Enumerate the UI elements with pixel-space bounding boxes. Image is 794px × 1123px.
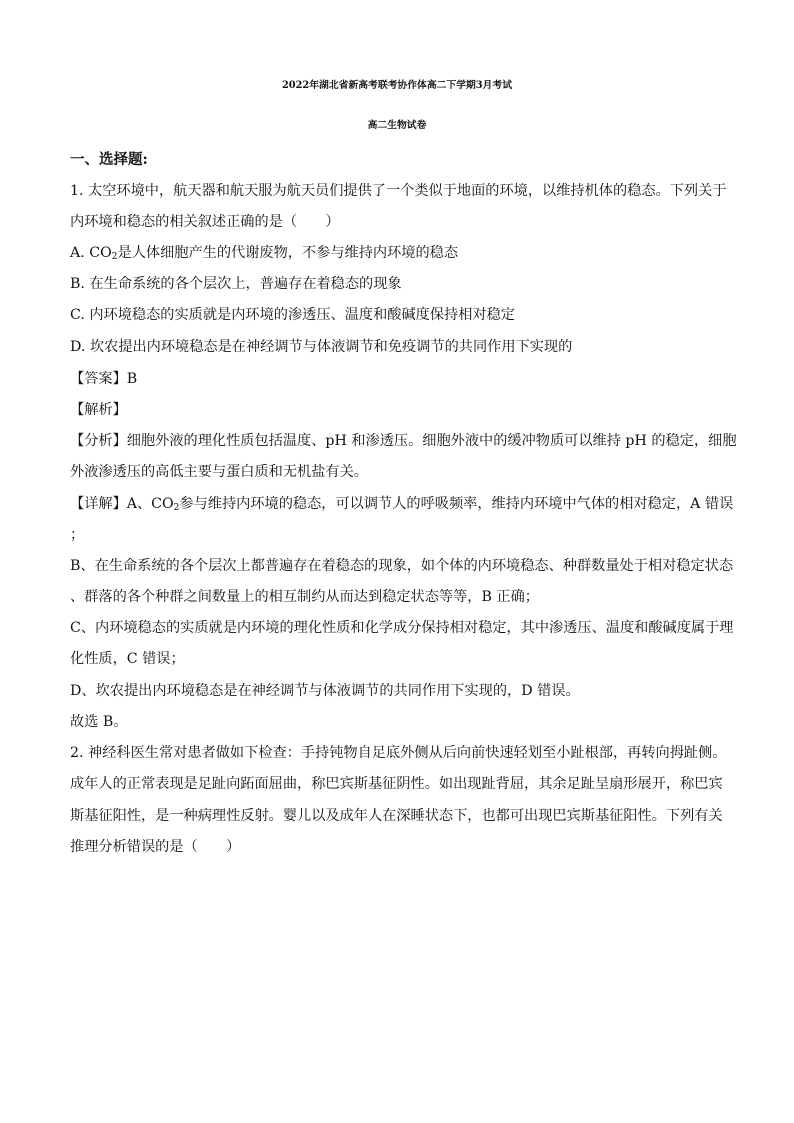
q1-fenxi-line1: 【分析】细胞外液的理化性质包括温度、pH 和渗透压。细胞外液中的缓冲物质可以维持 pH 的稳定，细胞 (70, 433, 737, 449)
q1-option-a (70, 243, 458, 263)
q1-analysis-label: 【解析】 (70, 402, 127, 418)
q1-xiangjie-post: 参与维持内环境的稳态，可以调节人的呼吸频率，维持内环境中气体的相对稳定，A 错误 (179, 496, 734, 512)
q1-b-line1: B、在生命系统的各个层次上都普遍存在着稳态的现象，如个体的内环境稳态、种群数量处于相对稳定状态 (70, 558, 734, 574)
q1-fenxi-line2: 外液渗透压的高低主要与蛋白质和无机盐有关。 (70, 464, 368, 480)
q1-option-c: C. 内环境稳态的实质就是内环境的渗透压、温度和酸碱度保持相对稳定 (70, 307, 515, 323)
q2-line1: 2. 神经科医生常对患者做如下检查：手持钝物自足底外侧从后向前快速轻划至小趾根部，再转向拇趾侧。 (70, 745, 727, 761)
q2-line4: 推理分析错误的是（ ） (70, 839, 241, 855)
q1-c-line1: C、内环境稳态的实质就是内环境的理化性质和化学成分保持相对稳定，其中渗透压、温度和酸碱度属于理 (70, 620, 734, 636)
q1-conclusion: 故选 B。 (70, 714, 128, 730)
q1-option-a-post: 是人体细胞产生的代谢废物，不参与维持内环境的稳态 (117, 245, 459, 261)
q2-line3: 斯基征阳性，是一种病理性反射。婴儿以及成年人在深睡状态下，也都可出现巴宾斯基征阳性。下列有关 (70, 808, 723, 824)
q1-stem-line2: 内环境和稳态的相关叙述正确的是（ ） (70, 214, 340, 230)
q1-b-line2: 、群落的各个种群之间数量上的相互制约从而达到稳定状态等等，B 正确； (70, 589, 539, 605)
q1-xiangjie-cont: ； (70, 527, 85, 543)
q2-line2: 成年人的正常表现是足趾向跖面屈曲，称巴宾斯基征阴性。如出现趾背屈，其余足趾呈扇形展开，称巴宾 (70, 776, 723, 792)
q1-option-a-sub: 2 (111, 252, 118, 262)
q1-stem-line1: 1. 太空环境中，航天器和航天服为航天员们提供了一个类似于地面的环境，以维持机体的稳态。下列关于 (70, 183, 727, 199)
q1-d-line: D、坎农提出内环境稳态是在神经调节与体液调节的共同作用下实现的，D 错误。 (70, 683, 580, 699)
q1-c-line2: 化性质，C 错误； (70, 651, 185, 667)
section-heading: 一、选择题: (70, 151, 148, 168)
q1-xiangjie-a (70, 494, 733, 514)
q1-option-b: B. 在生命系统的各个层次上，普遍存在着稳态的现象 (70, 276, 402, 292)
exam-subtitle: 高二生物试卷 (367, 120, 427, 131)
q1-xiangjie-pre: 【详解】A、CO (70, 496, 174, 512)
q1-xiangjie-sub: 2 (173, 503, 180, 513)
q1-option-d: D. 坎农提出内环境稳态是在神经调节与体液调节和免疫调节的共同作用下实现的 (70, 339, 573, 355)
exam-title: 2022年湖北省新高考联考协作体高二下学期3月考试 (281, 80, 513, 91)
q1-answer: 【答案】B (70, 371, 138, 387)
q1-option-a-pre: A. CO (70, 245, 112, 261)
